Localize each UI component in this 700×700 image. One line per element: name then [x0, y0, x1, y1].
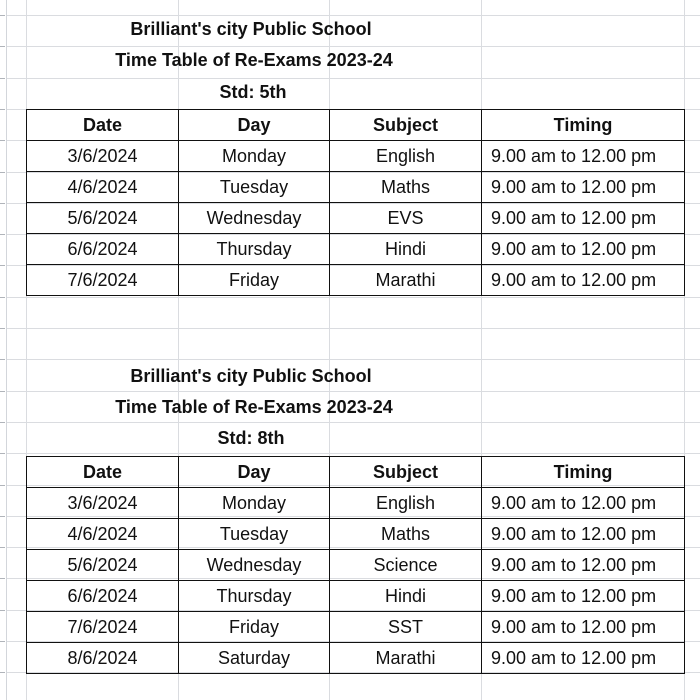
date-cell[interactable]: 8/6/2024 — [27, 643, 179, 674]
row-header-tick — [0, 359, 5, 360]
day-header[interactable]: Day — [179, 110, 330, 141]
table-row — [27, 519, 685, 550]
table-header-row — [27, 110, 685, 141]
table-row — [27, 488, 685, 519]
timing-cell[interactable]: 9.00 am to 12.00 pm — [482, 234, 685, 265]
date-header[interactable]: Date — [27, 457, 179, 488]
row-header-tick — [0, 547, 5, 548]
timing-cell[interactable]: 9.00 am to 12.00 pm — [482, 172, 685, 203]
timing-cell[interactable]: 9.00 am to 12.00 pm — [482, 488, 685, 519]
day-header[interactable]: Day — [179, 457, 330, 488]
timetable-title-heading: Time Table of Re-Exams 2023-24 — [115, 50, 393, 70]
date-cell[interactable]: 6/6/2024 — [27, 581, 179, 612]
grid-row-line — [0, 79, 700, 110]
row-header-gutter[interactable] — [0, 0, 7, 700]
timing-header[interactable]: Timing — [482, 457, 685, 488]
row-header-tick — [0, 172, 5, 173]
row-header-tick — [0, 422, 5, 423]
row-header-tick — [0, 140, 5, 141]
day-cell[interactable]: Tuesday — [179, 172, 330, 203]
date-cell[interactable]: 5/6/2024 — [27, 203, 179, 234]
row-header-tick — [0, 672, 5, 673]
row-header-tick — [0, 453, 5, 454]
timing-cell[interactable]: 9.00 am to 12.00 pm — [482, 519, 685, 550]
date-cell[interactable]: 6/6/2024 — [27, 234, 179, 265]
standard-label: Std: 8th — [217, 428, 285, 448]
day-cell[interactable]: Thursday — [179, 234, 330, 265]
date-cell[interactable]: 4/6/2024 — [27, 172, 179, 203]
table-row — [27, 581, 685, 612]
table-row — [27, 203, 685, 234]
table-header-row — [27, 457, 685, 488]
subject-cell[interactable]: Maths — [330, 172, 482, 203]
table-row — [27, 234, 685, 265]
table-row — [27, 550, 685, 581]
row-header-tick — [0, 46, 5, 47]
grid-row-line — [0, 298, 700, 329]
row-header-tick — [0, 203, 5, 204]
row-header-tick — [0, 234, 5, 235]
timing-cell[interactable]: 9.00 am to 12.00 pm — [482, 203, 685, 234]
timetable-std5 — [26, 109, 685, 296]
subject-cell[interactable]: EVS — [330, 203, 482, 234]
timing-cell[interactable]: 9.00 am to 12.00 pm — [482, 265, 685, 296]
subject-cell[interactable]: English — [330, 141, 482, 172]
timing-header[interactable]: Timing — [482, 110, 685, 141]
row-header-tick — [0, 15, 5, 16]
table-row — [27, 265, 685, 296]
row-header-tick — [0, 578, 5, 579]
row-header-tick — [0, 485, 5, 486]
subject-cell[interactable]: Hindi — [330, 234, 482, 265]
timetable-title-heading: Time Table of Re-Exams 2023-24 — [115, 397, 393, 417]
row-header-tick — [0, 328, 5, 329]
timing-cell[interactable]: 9.00 am to 12.00 pm — [482, 550, 685, 581]
subject-cell[interactable]: English — [330, 488, 482, 519]
grid-row-line — [0, 0, 700, 16]
subject-cell[interactable]: Hindi — [330, 581, 482, 612]
table-row — [27, 172, 685, 203]
day-cell[interactable]: Thursday — [179, 581, 330, 612]
row-header-tick — [0, 78, 5, 79]
date-header[interactable]: Date — [27, 110, 179, 141]
row-header-tick — [0, 610, 5, 611]
subject-cell[interactable]: Science — [330, 550, 482, 581]
standard-label: Std: 5th — [219, 82, 287, 102]
date-cell[interactable]: 4/6/2024 — [27, 519, 179, 550]
table-row — [27, 141, 685, 172]
day-cell[interactable]: Monday — [179, 141, 330, 172]
day-cell[interactable]: Monday — [179, 488, 330, 519]
table-row — [27, 643, 685, 674]
timing-cell[interactable]: 9.00 am to 12.00 pm — [482, 612, 685, 643]
school-name-heading: Brilliant's city Public School — [130, 366, 372, 386]
subject-cell[interactable]: Marathi — [330, 265, 482, 296]
row-header-tick — [0, 641, 5, 642]
day-cell[interactable]: Tuesday — [179, 519, 330, 550]
timing-cell[interactable]: 9.00 am to 12.00 pm — [482, 141, 685, 172]
date-cell[interactable]: 5/6/2024 — [27, 550, 179, 581]
day-cell[interactable]: Friday — [179, 265, 330, 296]
row-header-tick — [0, 265, 5, 266]
timing-cell[interactable]: 9.00 am to 12.00 pm — [482, 581, 685, 612]
date-cell[interactable]: 7/6/2024 — [27, 612, 179, 643]
row-header-tick — [0, 516, 5, 517]
date-cell[interactable]: 3/6/2024 — [27, 141, 179, 172]
date-cell[interactable]: 7/6/2024 — [27, 265, 179, 296]
subject-header[interactable]: Subject — [330, 110, 482, 141]
row-header-tick — [0, 391, 5, 392]
grid-row-line — [0, 329, 700, 360]
row-header-tick — [0, 297, 5, 298]
subject-cell[interactable]: Marathi — [330, 643, 482, 674]
day-cell[interactable]: Wednesday — [179, 203, 330, 234]
subject-cell[interactable]: Maths — [330, 519, 482, 550]
subject-cell[interactable]: SST — [330, 612, 482, 643]
subject-header[interactable]: Subject — [330, 457, 482, 488]
day-cell[interactable]: Wednesday — [179, 550, 330, 581]
table-row — [27, 612, 685, 643]
row-header-tick — [0, 109, 5, 110]
timing-cell[interactable]: 9.00 am to 12.00 pm — [482, 643, 685, 674]
day-cell[interactable]: Saturday — [179, 643, 330, 674]
grid-row-line — [0, 423, 700, 454]
timetable-std8 — [26, 456, 685, 674]
date-cell[interactable]: 3/6/2024 — [27, 488, 179, 519]
school-name-heading: Brilliant's city Public School — [130, 19, 372, 39]
day-cell[interactable]: Friday — [179, 612, 330, 643]
